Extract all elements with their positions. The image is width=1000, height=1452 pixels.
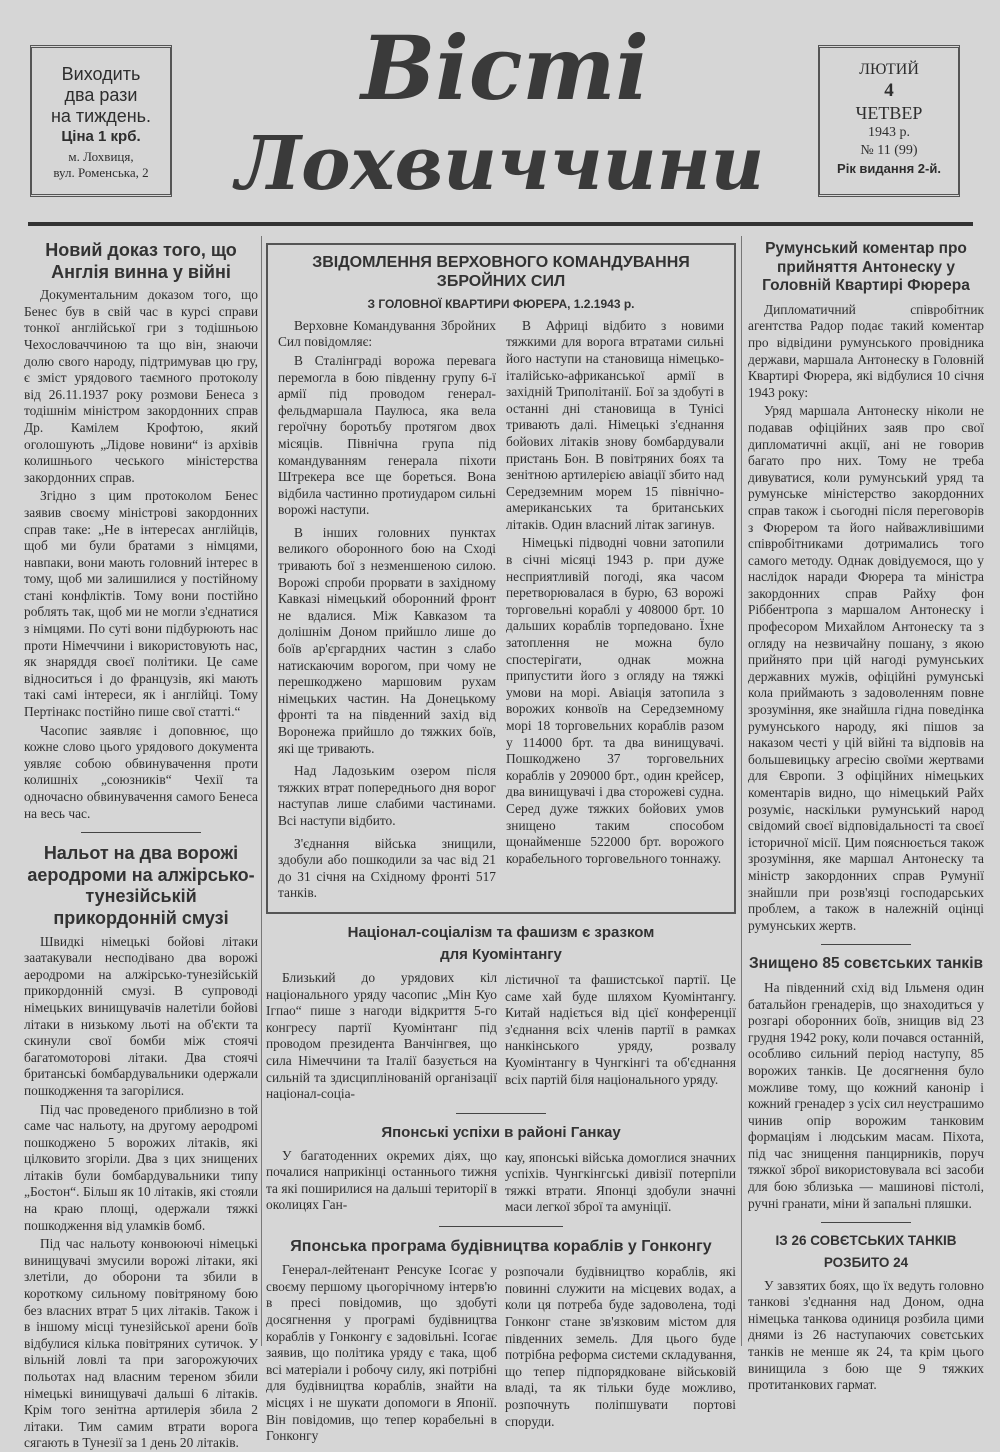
paragraph: Близький до урядових кіл національного уряду часопис „Мін Куо Ігпао“ пише з нагоди відкриття 5-го конгресу партії Куомінтанг під проводом президента Ванчінгвея, що сила Німеччини та Італії базується на сильній та здисциплінованій організації націонал-соціа- (266, 969, 497, 1102)
article-title: Націонал-соціалізм та фашизм є зразком (347, 923, 655, 941)
paragraph: кау, японські війська домоглися значних успіхів. Чунгкінгські дивізії потерпіли тяжкі втрати. Японці здобули значні маси легкої зброї та амуніції. (505, 1149, 736, 1215)
column-rule (741, 236, 742, 1346)
year: 1943 р. (868, 125, 910, 140)
weekday: ЧЕТВЕР (855, 103, 923, 123)
article-title: ІЗ 26 СОВЄТСЬКИХ ТАНКІВ (775, 1233, 957, 1249)
article-communique (266, 243, 736, 914)
masthead-rule (28, 222, 973, 226)
article-title-line2: для Куомінтангу (440, 945, 562, 963)
column-rule (261, 236, 262, 1346)
paragraph: розпочали будівництво кораблів, які повинні служити на місцевих водах, а коли ця потреба буде задоволена, тоді Гонконг стане зв'язковим містом для південних земель. Для цього буде потрібна реформа системи складування, що тепер підпорядковане військовій владі, та як тільки буде можливо, розпочнуть поліпшувати портові споруди. (505, 1264, 736, 1429)
article-title: Знищено 85 совєтських танків (748, 955, 984, 973)
article-title: Японська програма будівництва кораблів у Гонконгу (290, 1238, 712, 1256)
frequency-line2: два рази (64, 85, 138, 105)
paragraph: Дипломатичний співробітник агентства Радор подає такий коментар про відвідини румунського провідника держави, маршала Антонеску в Головній Квартирі Фюрера, які відбулися 10 січня 1943 року: (748, 301, 984, 400)
frequency-box (30, 45, 172, 197)
paragraph: Під час нальоту конвоюючі німецькі винищувачі змусили ворожі літаки, які злетіли, до оборони та збили в короткому сильному повітряному бою без власних втрат 5 цих літаків. Також і в іншому місці тунезійської арени боїв відбулися кілька повітряних сутичок. У вільній ловлі та при загорожуючих польотах над власним тереном збили німецькі винищувачі дальші 6 літаків. Крім того зенітна артилерія збила 2 літаки. Тим самим втрати ворога сягають в Тунезії за 1 день 20 літаків. (24, 1236, 258, 1451)
communique-columns (278, 318, 724, 902)
kuomintang-columns (266, 970, 736, 1103)
article-benes (24, 240, 258, 822)
right-column (748, 240, 984, 1394)
paragraph: Уряд маршала Антонеску ніколи не подавав офіційних заяв про свої дипломатичні акції, ані не говорив багато про них. Тому не треба дивуватися, коли румунський уряд та румунське міністерство закордонних справ також і сьогодні після переговорів з Фюрером та його найважливішими співробітниками дотримались того самого методу. Однак довідуємося, що у наслідок наради Фюрера та міністра закордонних справ Райху фон Ріббентропа з маршалом Антонеску і професором Михайлом Антонеску та з огляду на незвичайну пошану, з якою прийнято при цій нагоді румунських державних мужів, офіційні румунські кола приймають з задоволенням повне зрозуміння, яке знайшла гідна поведінка румунського народу, які пішов за наказом честі у цій війні та відповів на большевицьку агресію своїми жертвами для Європи. З офіційних німецьких коментарів видно, що німецький Райх розуміє, наскільки румунський народ свідомий своєї відповідальності та своєї історичної місії. Цим пояснюється також зрозуміння, яке маршал Антонеску та міністр закордонних справ Румунії знайшли при розв'язці господарських проблем, а також в належній оцінці румунських жертв. (748, 403, 984, 933)
article-hongkong (266, 1237, 736, 1445)
paragraph: Над Ладозьким озером після тяжких втрат попереднього дня ворог наступав лише слабими частинами. Всі наступи відбито. (278, 763, 496, 828)
middle-column (266, 243, 736, 1445)
paragraph: Генерал-лейтенант Ренсуке Ісогає у своєму першому цьогорічному інтерв'ю в пресі повідомив, що здобуті досягнення у програмі будівництва кораблів у Гонконгу є задовільні. Ісогає заявив, що політика уряду є така, щоб всі матеріали і робочу силу, які потрібні для будівництва кораблів, знайти на місцях і не шукати допомоги в Японії. Він повідомив, що тепер корабельні в Гонконгу (266, 1262, 497, 1444)
price: Ціна 1 крб. (61, 128, 141, 145)
article-title: Нальот на два ворожі аеродроми на алжірсько-тунезійській прикордонній смузі (27, 843, 255, 928)
article-tanks24 (748, 1233, 984, 1394)
paragraph: У завзятих боях, що їх ведуть головно танкові з'єднання над Доном, одна німецька танкова одиниця розбила цими днями із 26 наступаючих совєтських танків не менше як 24, та крім цього винищила з бою ще 9 тяжких протитанкових гармат. (748, 1277, 984, 1393)
paragraph: З'єднання війська знищили, здобули або пошкодили за час від 21 до 31 січня на Східному фронті 517 танків. (278, 835, 496, 901)
hongkong-columns (266, 1262, 736, 1445)
paragraph: На південний схід від Ільменя один батальйон гренадерів, що знаходиться у розгарі оборонних боїв, знищив від 23 грудня 1942 року, коли почався останній, особливо сильний період наступу, 85 ворожих танків. Це досягнення було можливе тому, що кожний канонір і кожний гренадер з усіх сил неустрашимо чинив опір ворожим танковим формаціям і людським масам. Піхота, під час знищення панцирників, поруч тяжкої зброї використовувала всі засоби для бою зблизька — машинові пістолі, ручні гранати, міни й запальні пляшки. (748, 979, 984, 1211)
article-title-line2: РОЗБИТО 24 (823, 1255, 909, 1271)
frequency-line1: Виходить (61, 64, 141, 84)
day: 4 (884, 80, 894, 101)
date-box (818, 45, 960, 197)
divider (81, 832, 201, 833)
issue-number: № 11 (99) (860, 143, 918, 158)
paragraph: Верховне Командування Збройних Сил повідомляє: (278, 317, 496, 350)
divider (456, 1113, 546, 1114)
month: ЛЮТИЙ (859, 61, 919, 78)
paragraph: Під час проведеного приблизно в той саме час нальоту, на другому аеродромі пошкоджено 5 ворожих літаків, які цілковито згоріли. Два з цих знищених літаків були бомбардувальники типу „Бостон“. Більш як 10 літаків, які стояли на краю площі, одержали тяжкі пошкодження від уламків бомб. (24, 1101, 258, 1233)
address-street: вул. Роменська, 2 (53, 165, 149, 180)
volume-year: Рік видання 2-й. (837, 161, 941, 176)
article-title: Японські успіхи в районі Ганкау (381, 1123, 621, 1141)
paragraph: Швидкі німецькі бойові літаки заатакували несподівано два ворожі аеродроми на алжірсько-тунезійській прикордонній смузі. В супроводі німецьких винищувачів налетіли бойові літаки в низькому льоті на об'єкти та скинули свої бомби між стоячі багатомоторові літаки. Два стоячі британські бомбардувальники одержали пошкодження та загорілися. (24, 933, 258, 1098)
divider (821, 1222, 911, 1223)
article-kuomintang (266, 924, 736, 1103)
divider (821, 944, 911, 945)
paragraph: лістичної та фашистської партії. Це саме хай буде шляхом Куомінтангу. Китай надіється від цієї конференції з'єднання всіх членів партії в рамках нанкінського уряду, розвалу Куомінтангу в Чунгкінгі та об'єднання всіх партій біля національного уряду. (505, 971, 736, 1087)
paragraph: У багатоденних окремих діях, що почалися наприкінці останнього тижня та які поширилися на дальші території в околицях Ган- (266, 1147, 497, 1213)
paragraph: Німецькі підводні човни затопили в січні місяці 1943 р. при дуже несприятливій погоді, яка часом перетворювалася в бурю, 63 ворожі торговельні кораблі у 408000 брт. 10 дальших кораблів торпедовано. Їхне затоплення не можна було спостерігати, однак можна припустити його з огляду на тяжкі умови на морі. Авіація затопила з ворожих конвоїв на Середземному морі 18 торговельних кораблів разом у 114000 брт. та два винищувачі. Пошкоджено 37 торговельних кораблів у 209000 брт., один крейсер, два винищувачі і два сторожеві судна. Серед дуже тяжких бойових умов знищено таким способом щонайменше 522000 брт. ворожого корабельного торговельного тоннажу. (506, 535, 724, 866)
paragraph: Часопис заявляє і доповнює, що кожне слово цього урядового документа уявляє собою обвинувачення проти колишніх „союзників“ Чехії та одночасно обвинувачення самого Бенеса на весь час. (24, 722, 258, 821)
frequency-line3: на тиждень. (50, 106, 152, 126)
article-subtitle: З ГОЛОВНОЇ КВАРТИРИ ФЮРЕРА, 1.2.1943 р. (367, 297, 635, 312)
article-tanks85 (748, 955, 984, 1212)
address-city: м. Лохвиця, (68, 149, 134, 164)
left-column (24, 240, 258, 1452)
paragraph: Згідно з цим протоколом Бенес заявив своєму міністрові закордонних справ таке: „Не в інтересах англійців, щоб ми були братами з німцями, навпаки, вони мають головний інтерес в тому, щоб ми залишилися у постійному стані конфліктів. Тому вони постійно роблять так, щоб ми не могли з'єднатися з німцями. По суті вони підбурюють нас проти Німеччини і використовують нас, як знаряддя своєї політики. Це саме відноситься і до французів, які мають такі самі інтереси, як і англійці. Тому Пертінакс постійно пише свої статті.“ (24, 488, 258, 720)
paragraph: В Африці відбито з новими тяжкими для ворога втратами сильні його наступи на становища німецько-італійсько-африканської армії в західній Триполітанії. Бої за здобуті в останні дні становища в Тунісі тривають далі. Німецькі з'єднання бойових літаків знову бомбардували пристань Бон. В повітряних боях та зенітною артилерією авіації збито над Середземним морем 15 північно-американських та британських літаків. Один власний літак загинув. (506, 317, 724, 532)
article-title: Румунський коментар про прийняття Антонеску у Головній Квартирі Фюрера (762, 240, 970, 295)
paragraph: Документальним доказом того, що Бенес був в свій час в курсі справи тонкої англійської гри з тодішньою Чехословаччиною та що він, знаючи долю свого народу, підтримував цю гру, є зміст урядового таємного протоколу від 26.11.1937 року розмови Бенеса з тодішнім міністром закордонних справ Др. Камілем Крофтою, який оголошують „Лідове новини“ із архівів колишнього чеського міністерства закордонних справ. (24, 287, 258, 485)
article-hankau (266, 1124, 736, 1216)
masthead-title-line1: Вісті (361, 16, 649, 120)
article-romania (748, 240, 984, 934)
communique-col2 (506, 318, 724, 902)
article-airfields (24, 843, 258, 1452)
paragraph: В Сталінграді ворожа перевага перемогла в бою південну групу 6-ї армії під проводом генерал-фельдмаршала Паулюса, яка вела героїчну боротьбу протягом двох місяців. Північна група під командуванням генерала піхоти Штрекера все ще бореться. Вона відбила частинно протиударом сильні ворожі наступи. (278, 352, 496, 518)
communique-col1 (278, 318, 496, 902)
divider (439, 1226, 563, 1227)
article-title: Новий доказ того, що Англія винна у війні (45, 240, 237, 282)
paragraph: В інших головних пунктах великого оборонного бою на Сході тривають бої з незменшеною силою. Ворожі спроби прорвати в західному Кавказі німецький оборонний фронт не вдалися. Між Кавказом та долішнім Доном прийшло лише до боїв ар'єргардних частин з слабо натискаючим ворогом, при чому не перешкоджено маршовим рухам німецьких частин. На Донецькому фронті та на південний захід від Воронежа прийшло до тяжких боїв, які ще тривають. (278, 524, 496, 756)
article-title: ЗВІДОМЛЕННЯ ВЕРХОВНОГО КОМАНДУВАННЯ ЗБРОЙНИХ СИЛ (312, 254, 690, 291)
hankau-columns (266, 1148, 736, 1216)
masthead-title-line2: Лохвиччини (235, 121, 765, 207)
